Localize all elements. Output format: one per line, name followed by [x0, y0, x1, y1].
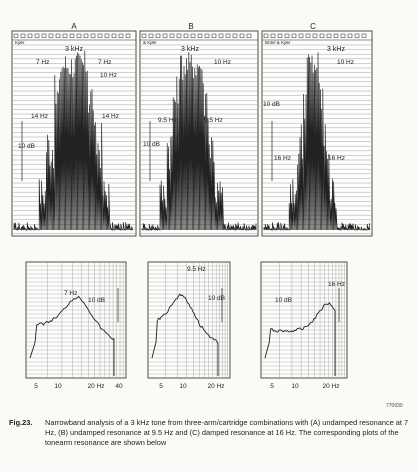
annotation-16hz-left: 16 Hz	[274, 155, 291, 162]
panel-graphics	[262, 31, 372, 236]
tick-label: 5	[159, 383, 163, 390]
panel-graphics	[140, 31, 258, 236]
annotation-10hz: 10 Hz	[337, 59, 354, 66]
tick-label: 10	[291, 383, 299, 390]
tick-label: 20 Hz	[87, 383, 105, 390]
figure-id: 770930	[386, 403, 403, 409]
figure-caption	[9, 418, 411, 449]
annotation-14hz-right: 14 Hz	[102, 113, 119, 120]
upper-panel-a	[12, 22, 136, 236]
tick-label: 10	[179, 383, 187, 390]
caption-text: Narrowband analysis of a 3 kHz tone from three-arm/cartridge combinations with (A) undamped resonance at 7 Hz, (B) undamped resonance at 9.5 Hz and (C) damped resonance at 16 Hz. The corresponding plots of the tonearm resonance are shown below	[45, 418, 409, 448]
panel-letter: B	[188, 22, 194, 31]
tick-label: 5	[34, 383, 38, 390]
scale-label-10db: 10 dB	[263, 101, 280, 108]
upper-panel-b	[140, 22, 258, 236]
annotation-9-5hz-left: 9.5 Hz	[158, 117, 177, 124]
lower-panel-b	[148, 262, 230, 390]
tick-label: 20 Hz	[322, 383, 340, 390]
tick-label: 40	[115, 383, 123, 390]
annotation-10hz: 10 Hz	[100, 72, 117, 79]
tick-label: 10	[54, 383, 62, 390]
scale-label-10db: 10 dB	[18, 143, 35, 150]
panel-graphics	[148, 262, 230, 378]
scale-label-10db: 10 dB	[88, 297, 105, 304]
annotation-7hz-right: 7 Hz	[98, 59, 112, 66]
annotation-9-5hz-right: 9.5 Hz	[204, 117, 223, 124]
annotation-16hz-right: 16 Hz	[328, 155, 345, 162]
panel-graphics	[26, 262, 126, 378]
annotation-7hz-left: 7 Hz	[36, 59, 50, 66]
panel-corner-text: Kjær	[15, 40, 25, 45]
scale-label-10db: 10 dB	[275, 297, 292, 304]
annotation-10hz: 10 Hz	[214, 59, 231, 66]
panel-corner-text: Brüel & Kjær	[265, 40, 291, 45]
tick-label: 20 Hz	[207, 383, 225, 390]
center-frequency-label: 3 kHz	[65, 46, 83, 53]
panel-graphics	[12, 31, 136, 236]
caption-label: Fig.23.	[9, 418, 33, 427]
panel-corner-text: & Kjær	[143, 40, 157, 45]
peak-label: 16 Hz	[328, 281, 345, 288]
upper-panel-c	[262, 22, 372, 236]
panel-frame	[26, 262, 126, 378]
panel-letter: C	[310, 22, 316, 31]
peak-label: 9.5 Hz	[187, 266, 206, 273]
center-frequency-label: 3 kHz	[181, 46, 199, 53]
lower-panel-a	[26, 262, 126, 390]
panel-graphics	[261, 262, 347, 378]
peak-label: 7 Hz	[64, 290, 78, 297]
annotation-14hz-left: 14 Hz	[31, 113, 48, 120]
panel-frame	[261, 262, 347, 378]
tick-label: 5	[270, 383, 274, 390]
panel-letter: A	[71, 22, 77, 31]
center-frequency-label: 3 kHz	[327, 46, 345, 53]
lower-panel-c	[261, 262, 347, 390]
scale-label-10db: 10 dB	[208, 295, 225, 302]
scale-label-10db: 10 dB	[143, 141, 160, 148]
